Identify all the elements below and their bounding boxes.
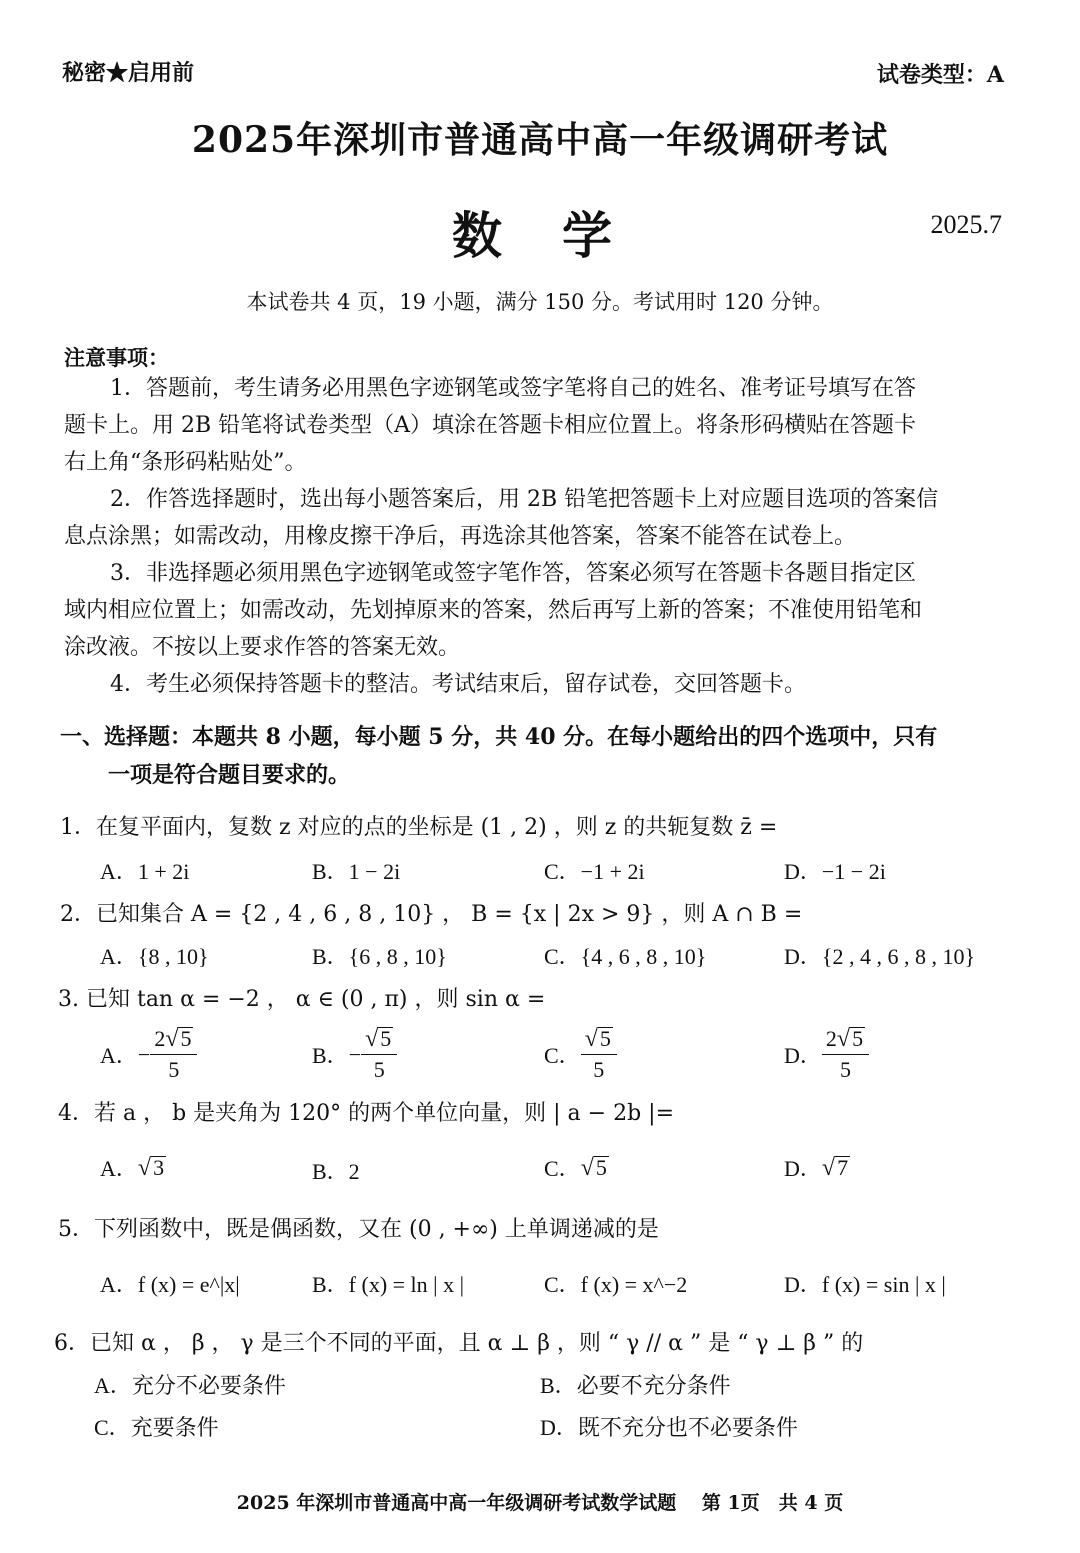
section-1-heading [60, 718, 937, 794]
option-letter: D． [784, 1156, 822, 1181]
question-6-stem: 6．已知 α ， β ， γ 是三个不同的平面，且 α ⊥ β ，则 “ γ // α ” 是 “ γ ⊥ β ” 的 [54, 1331, 864, 1356]
fraction-den: 5 [839, 1057, 851, 1082]
fraction: √ 5 5 [581, 1024, 617, 1085]
fraction: √ 5 5 [361, 1024, 397, 1085]
question-5-option-c: C．f (x) = x^−2 [544, 1272, 688, 1297]
notice-item-2-line2: 息点涂黑；如需改动，用橡皮擦干净后，再选涂其他答案，答案不能答在试卷上。 [64, 524, 857, 549]
radicand: 3 [153, 1154, 165, 1180]
exam-date: 2025.7 [930, 210, 1002, 239]
question-3-option-d [784, 1024, 869, 1085]
radicand: 5 [180, 1026, 192, 1051]
paper-type-label: 试卷类型：A [876, 62, 1004, 88]
question-4-option-d: D． √ 7 [784, 1152, 850, 1183]
question-2-option-d: D．{2 , 4 , 6 , 8 , 10} [784, 944, 976, 969]
notice-item-3-line3: 涂改液。不按以上要求作答的答案无效。 [64, 635, 461, 660]
question-1-option-c: C．−1 + 2i [544, 859, 645, 884]
question-4-option-b: B．2 [312, 1159, 360, 1184]
question-1-stem: 1．在复平面内，复数 z 对应的点的坐标是 (1 , 2) ，则 z 的共轭复数 z̄ = [60, 815, 778, 840]
notice-item-3-line1: 3．非选择题必须用黑色字迹钢笔或签字笔作答，答案必须写在答题卡各题目指定区 [110, 561, 916, 586]
fraction-sign: − [137, 1041, 151, 1067]
question-2-option-c: C．{4 , 6 , 8 , 10} [544, 944, 707, 969]
option-letter: B． [312, 1043, 349, 1068]
notice-item-1-line1: 1．答题前，考生请务必用黑色字迹钢笔或签字笔将自己的姓名、准考证号填写在答 [110, 376, 916, 401]
notice-item-1-line2: 题卡上。用 2B 铅笔将试卷类型（A）填涂在答题卡相应位置上。将条形码横贴在答题卡 [64, 413, 917, 438]
question-1-option-a: A．1 + 2i [100, 859, 190, 884]
question-1-option-b: B．1 − 2i [312, 859, 401, 884]
fraction: 2 √ 5 5 [822, 1024, 869, 1085]
question-2-option-b: B．{6 , 8 , 10} [312, 944, 447, 969]
fraction-coef: 2 [154, 1026, 166, 1051]
question-5-stem: 5．下列函数中，既是偶函数，又在 (0 , +∞) 上单调递减的是 [58, 1217, 659, 1242]
option-letter: C． [544, 1043, 581, 1068]
option-letter: C． [544, 1156, 581, 1181]
fraction-coef: 2 [825, 1026, 837, 1051]
fraction-sign: − [348, 1041, 362, 1067]
option-letter: A． [100, 1043, 138, 1068]
question-5-option-a: A．f (x) = e^|x| [100, 1272, 240, 1297]
question-3-stem: 3. 已知 tan α = −2 ， α ∈ (0 , π) ，则 sin α = [58, 987, 546, 1012]
notice-item-3-line2: 域内相应位置上；如需改动，先划掉原来的答案，然后再写上新的答案；不准使用铅笔和 [64, 598, 923, 623]
question-6-option-a: A．充分不必要条件 [94, 1373, 286, 1398]
fraction-den: 5 [593, 1057, 605, 1082]
question-4-stem: 4．若 a ， b 是夹角为 120° 的两个单位向量，则 | a − 2b |= [58, 1101, 675, 1126]
question-2-stem: 2．已知集合 A = {2 , 4 , 6 , 8 , 10} ， B = {x | 2x > 9} ，则 A ∩ B = [60, 902, 803, 927]
question-4-option-c: C． √ 5 [544, 1152, 609, 1183]
question-4-option-a: A． √ 3 [100, 1152, 166, 1183]
radicand: 5 [380, 1026, 392, 1051]
fraction-den: 5 [373, 1057, 385, 1082]
radicand: 5 [595, 1154, 607, 1180]
notice-item-2-line1: 2．作答选择题时，选出每小题答案后，用 2B 铅笔把答题卡上对应题目选项的答案信 [110, 487, 939, 512]
question-6-option-c: C．充要条件 [94, 1415, 219, 1440]
question-1-option-d: D．−1 − 2i [784, 859, 886, 884]
question-3-option-b [312, 1024, 397, 1085]
option-letter: D． [784, 1043, 822, 1068]
question-5-option-d: D．f (x) = sin | x | [784, 1272, 946, 1297]
notice-list [64, 370, 1014, 703]
section-1-line2: 一项是符合题目要求的。 [108, 762, 351, 788]
radicand: 7 [837, 1154, 849, 1180]
exam-info: 本试卷共 4 页，19 小题，满分 150 分。考试用时 120 分钟。 [246, 290, 834, 314]
radicand: 5 [599, 1026, 611, 1051]
question-3-option-c [544, 1024, 617, 1085]
question-6-option-b: B．必要不充分条件 [540, 1373, 731, 1398]
option-letter: A． [100, 1156, 138, 1181]
question-5-option-b: B．f (x) = ln | x | [312, 1272, 464, 1297]
section-1-line1: 一、选择题：本题共 8 小题，每小题 5 分，共 40 分。在每小题给出的四个选项中，只有 [60, 724, 938, 750]
question-2-option-a: A．{8 , 10} [100, 944, 209, 969]
page-footer: 2025 年深圳市普通高中高一年级调研考试数学试题 第 1页 共 4 页 [236, 1492, 844, 1514]
fraction: 2 √ 5 5 [150, 1024, 197, 1085]
question-6-option-d: D．既不充分也不必要条件 [540, 1415, 798, 1440]
confidential-label: 秘密★启用前 [62, 60, 195, 86]
radicand: 5 [852, 1026, 864, 1051]
notice-item-4-line1: 4．考生必须保持答题卡的整洁。考试结束后，留存试卷，交回答题卡。 [110, 672, 806, 697]
exam-title: 2025年深圳市普通高中高一年级调研考试 [191, 119, 889, 161]
notice-item-1-line3: 右上角“条形码粘贴处”。 [64, 450, 307, 475]
subject-title: 数学 [452, 206, 672, 265]
fraction-den: 5 [168, 1057, 180, 1082]
question-3-option-a [100, 1024, 197, 1085]
notice-title: 注意事项： [64, 345, 169, 370]
